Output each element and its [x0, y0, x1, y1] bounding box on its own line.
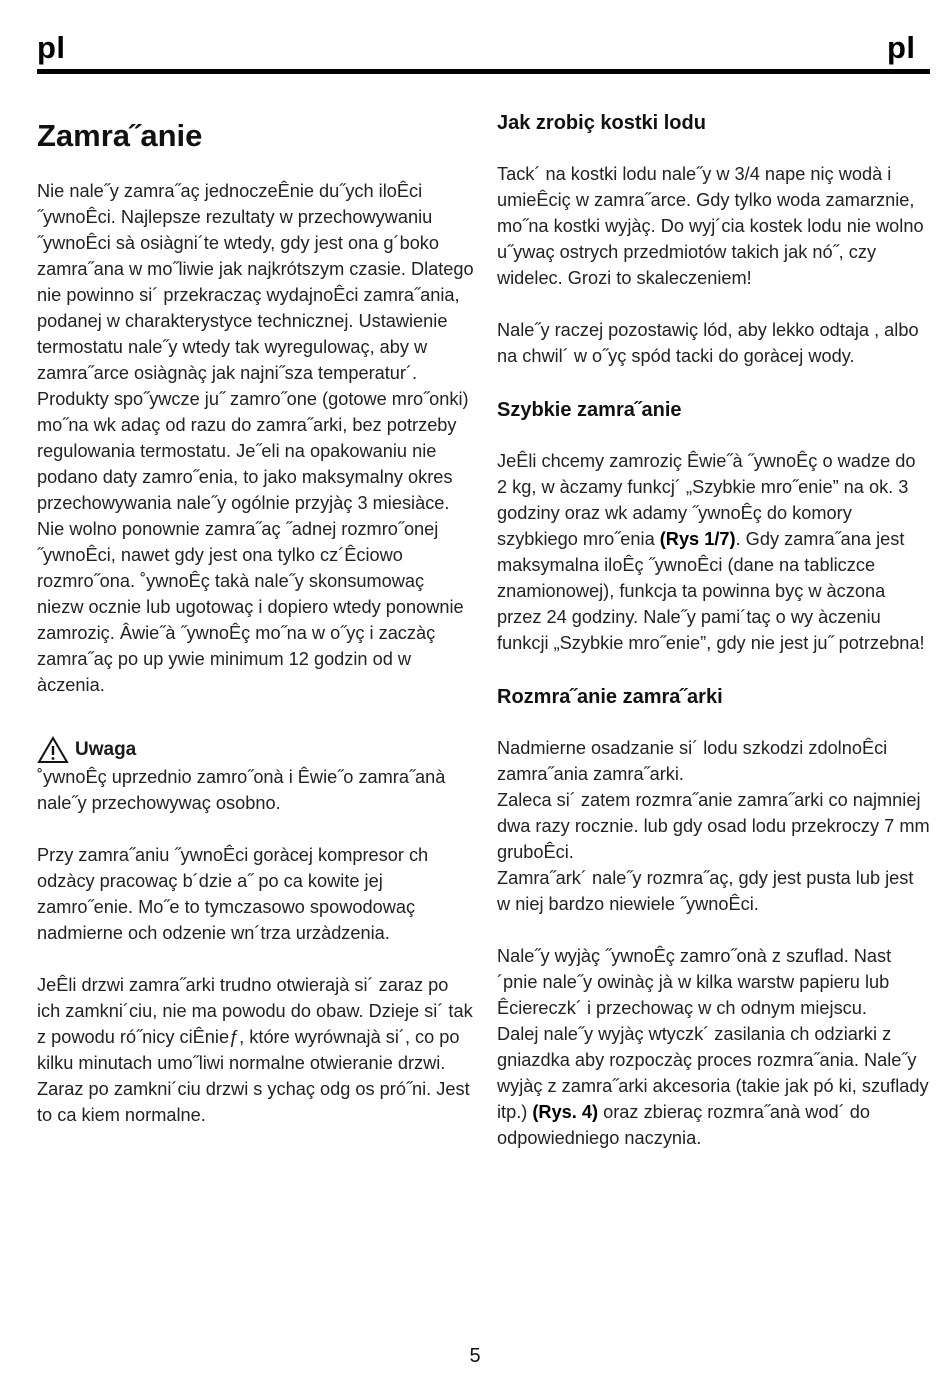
warning-heading: [37, 736, 474, 764]
fast-text-b: . Gdy zamra˝ana jest maksymalna iloÊç ˝ywnoÊci (dane na tabliczce znamionowej), funkcja ta powinna byç w àczona przez 24 godziny. Nale˝y pami´taç o wy àczeniu funkcji „Szybkie mro˝enie”, gdy nie jest ju˝ potrzebna!: [497, 529, 925, 653]
defrost-paragraph-5: [497, 1021, 930, 1151]
freezing-paragraph: Nie nale˝y zamra˝aç jednoczeÊnie du˝ych iloÊci ˝ywnoÊci. Najlepsze rezultaty w przechowywaniu ˝ywnoÊci sà osiàgni´te wtedy, gdy jest ona g´boko zamra˝ana w mo˝liwie jak najkrótszym czasie. Dlatego nie powinno si´ przekraczaç wydajnoÊci zamra˝ania, podanej w charakterystyce technicznej. Ustawienie termostatu nale˝y wtedy tak wyregulowaç, aby w zamra˝arce osiàgnàç jak najni˝sza temperatur´. Produkty spo˝ywcze ju˝ zamro˝one (gotowe mro˝onki) mo˝na wk adaç od razu do zamra˝arki, bez potrzeby regulowania termostatu. Je˝eli na opakowaniu nie podano daty zamro˝enia, to jako maksymalny okres przechowywania nale˝y ogólnie przyjàç 3 miesiàce. Nie wolno ponownie zamra˝aç ˝adnej rozmro˝onej ˝ywnoÊci, nawet gdy jest ona tylko cz´Êciowo rozmro˝ona. ˚ywnoÊç takà nale˝y skonsumowaç niezw ocznie lub ugotowaç i dopiero wtedy ponownie zamroziç. Âwie˝à ˝ywnoÊç mo˝na w o˝yç i zaczàç zamra˝aç po up ywie minimum 12 godzin od w àczenia.: [37, 181, 474, 695]
ice-paragraph-2: Nale˝y raczej pozostawiç lód, aby lekko odtaja , albo na chwil´ w o˝yç spód tacki do goràcej wody.: [497, 320, 919, 366]
section-title-ice-cubes: Jak zrobiç kostki lodu: [497, 112, 706, 134]
warning-triangle-icon: [37, 736, 69, 764]
section-title-fast-freezing: Szybkie zamra˝anie: [497, 399, 682, 421]
defrost-text-a: Dalej nale˝y wyjàç wtyczk´ zasilania ch odziarki z gniazdka aby rozpoczàç proces rozmra˝ania. Nale˝y wyjàç z zamra˝arki akcesoria (takie jak pó ki, szuflady itp.): [497, 1024, 929, 1122]
section-title-defrosting: Rozmra˝anie zamra˝arki: [497, 686, 723, 708]
warning-text: ˚ywnoÊç uprzednio zamro˝onà i Êwie˝o zamra˝anà nale˝y przechowywaç osobno.: [37, 767, 446, 813]
defrost-paragraph-3: Zamra˝ark´ nale˝y rozmra˝aç, gdy jest pusta lub jest w niej bardzo niewiele ˝ywnoÊci.: [497, 868, 914, 914]
door-paragraph: JeÊli drzwi zamra˝arki trudno otwierajà si´ zaraz po ich zamkni´ciu, nie ma powodu do obaw. Dzieje si´ tak z powodu ró˝nicy ciÊnieƒ, które wyrównajà si´, co po kilku minutach umo˝liwi normalne otwieranie drzwi.: [37, 975, 473, 1073]
defrost-paragraph-2: Zaleca si´ zatem rozmra˝anie zamra˝arki co najmniej dwa razy rocznie. lub gdy osad lodu przekroczy 7 mm gruboÊci.: [497, 790, 930, 862]
language-tag-right: pl: [887, 30, 916, 65]
fast-text-a: JeÊli chcemy zamroziç Êwie˝à ˝ywnoÊç o wadze do 2 kg, w àczamy funkcj´ „Szybkie mro˝enie” na ok. 3 godziny oraz wk adamy ˝ywnoÊç do komory szybkiego mro˝enia: [497, 451, 916, 549]
language-tag-left: pl: [37, 30, 66, 65]
fast-freezing-paragraph: [497, 448, 930, 656]
page-number: 5: [469, 1345, 481, 1367]
vacuum-paragraph: Zaraz po zamkni´ciu drzwi s ychaç odg os pró˝ni. Jest to ca kiem normalne.: [37, 1079, 470, 1125]
defrost-paragraph-1: Nadmierne osadzanie si´ lodu szkodzi zdolnoÊci zamra˝ania zamra˝arki.: [497, 738, 888, 784]
warning-label: Uwaga: [75, 739, 137, 760]
ice-paragraph-1: Tack´ na kostki lodu nale˝y w 3/4 nape niç wodà i umieÊciç w zamra˝arce. Gdy tylko woda zamarznie, mo˝na kostki wyjàç. Do wyj´cia kostek lodu nie wolno u˝ywaç ostrych przedmiotów takich jak nó˝, czy widelec. Grozi to skaleczeniem!: [497, 164, 924, 288]
left-column: [37, 100, 474, 1128]
figure-reference-1-7: (Rys 1/7): [659, 529, 736, 549]
defrost-paragraph-4: Nale˝y wyjàç ˝ywnoÊç zamro˝onà z szuflad. Nast´pnie nale˝y owinàç jà w kilka warstw papieru lub Êciereczk´ i przechowaç w ch odnym miejscu.: [497, 946, 892, 1018]
hot-food-paragraph: Przy zamra˝aniu ˝ywnoÊci goràcej kompresor ch odzàcy pracowaç b´dzie a˝ po ca kowite jej zamro˝enie. Mo˝e to tymczasowo spowodowaç nadmierne och odzenie wn´trza urzàdzenia.: [37, 845, 429, 943]
figure-reference-4: (Rys. 4): [532, 1102, 599, 1122]
right-column: [497, 100, 930, 1151]
header-rule: [37, 69, 930, 74]
defrost-text-b: oraz zbieraç rozmra˝anà wod´ do odpowiedniego naczynia.: [497, 1102, 870, 1148]
section-title-freezing: Zamra˝anie: [37, 118, 203, 153]
